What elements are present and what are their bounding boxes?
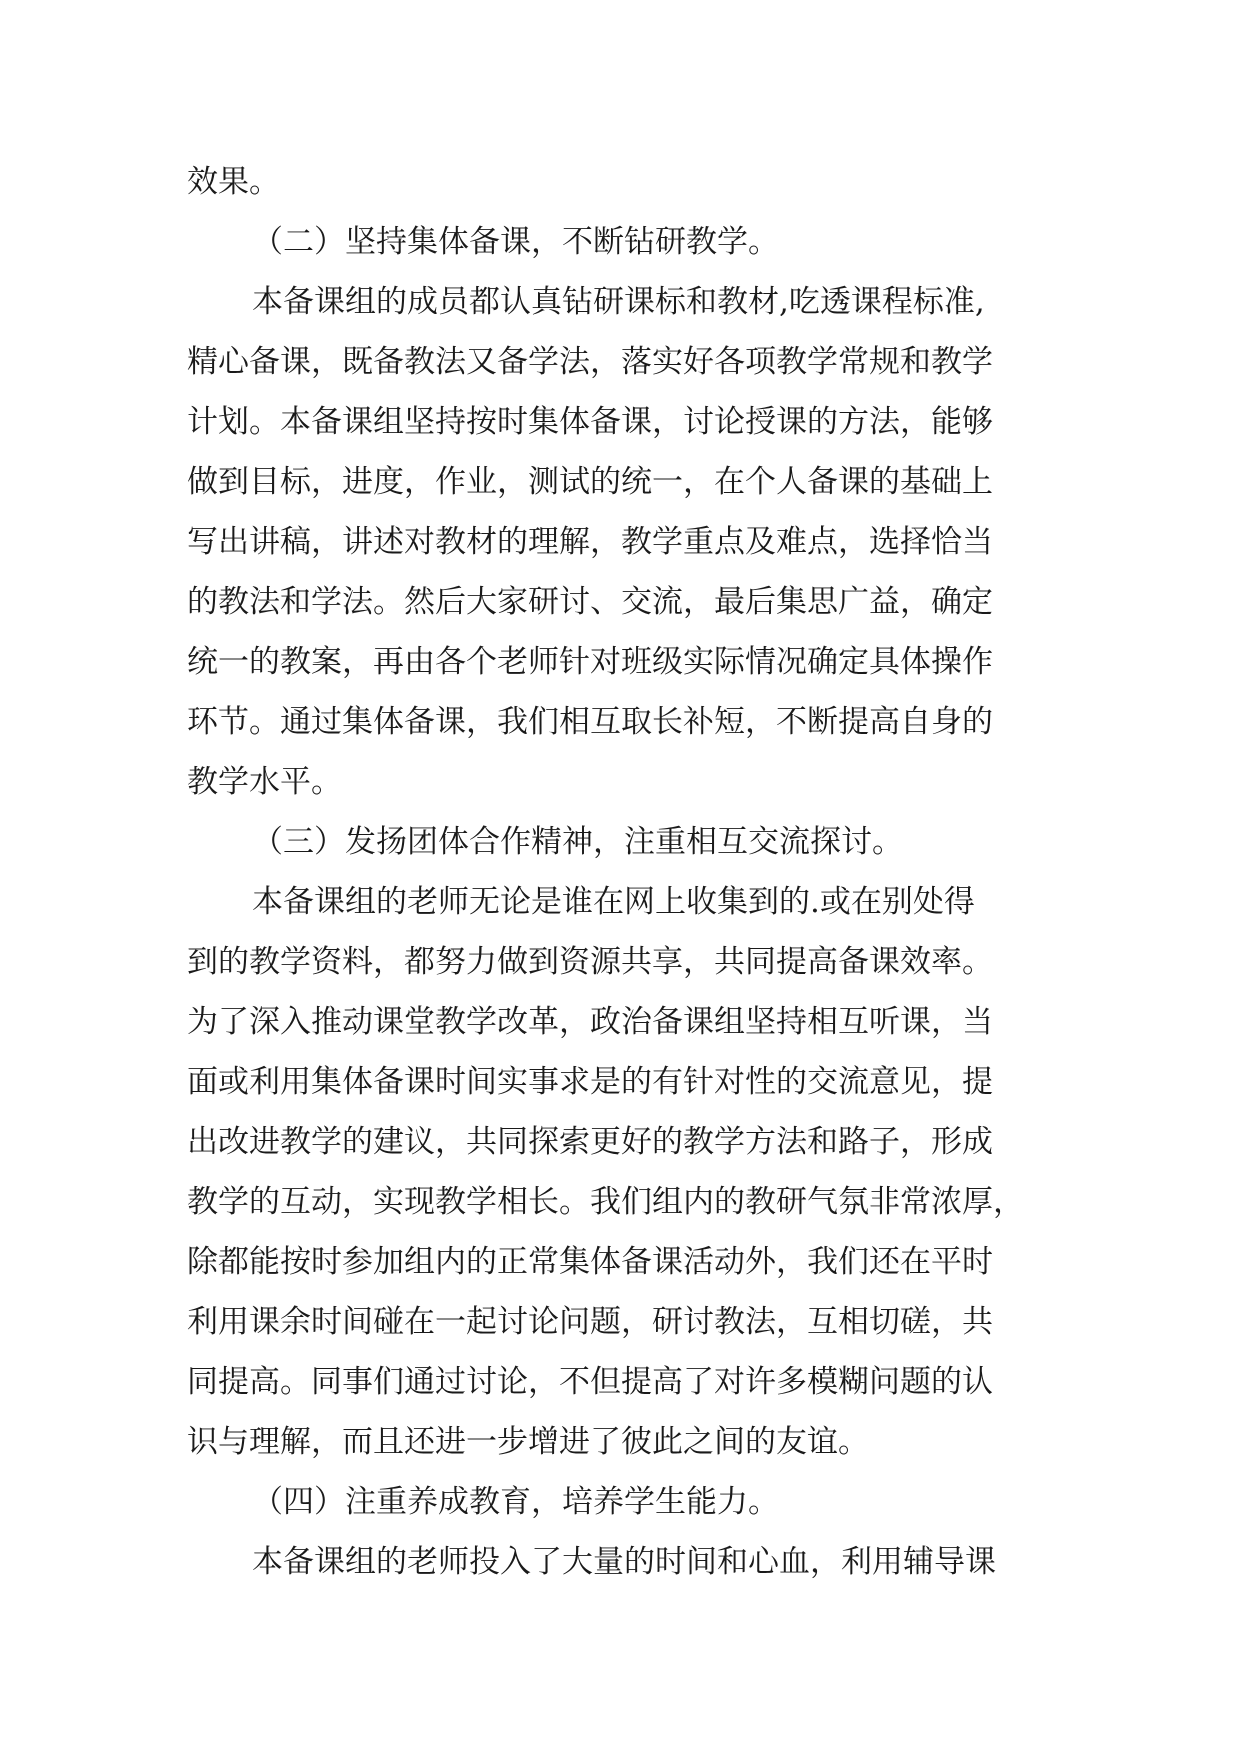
- paragraph-line: 计划。本备课组坚持按时集体备课，讨论授课的方法，能够: [187, 404, 993, 440]
- paragraph-line: 教学的互动，实现教学相长。我们组内的教研气氛非常浓厚，: [187, 1184, 1024, 1220]
- paragraph-line: 利用课余时间碰在一起讨论问题，研讨教法，互相切磋，共: [187, 1304, 993, 1340]
- paragraph-line: 做到目标，进度，作业，测试的统一，在个人备课的基础上: [187, 464, 993, 500]
- paragraph-line: 本备课组的老师投入了大量的时间和心血，利用辅导课: [252, 1544, 996, 1580]
- paragraph-line: 写出讲稿，讲述对教材的理解，教学重点及难点，选择恰当: [187, 524, 993, 560]
- section-heading-4: （四）注重养成教育，培养学生能力。: [252, 1484, 779, 1520]
- paragraph-line: 统一的教案，再由各个老师针对班级实际情况确定具体操作: [187, 644, 993, 680]
- paragraph-line: 为了深入推动课堂教学改革，政治备课组坚持相互听课，当: [187, 1004, 993, 1040]
- paragraph-line: 到的教学资料，都努力做到资源共享，共同提高备课效率。: [187, 944, 993, 980]
- section-heading-2: （二）坚持集体备课，不断钻研教学。: [252, 224, 779, 260]
- paragraph-line: 环节。通过集体备课，我们相互取长补短，不断提高自身的: [187, 704, 993, 740]
- paragraph-line: 同提高。同事们通过讨论，不但提高了对许多模糊问题的认: [187, 1364, 993, 1400]
- paragraph-line: 识与理解，而且还进一步增进了彼此之间的友谊。: [187, 1424, 869, 1460]
- section-heading-3: （三）发扬团体合作精神，注重相互交流探讨。: [252, 824, 903, 860]
- paragraph-line: 效果。: [187, 164, 280, 200]
- paragraph-line: 本备课组的成员都认真钻研课标和教材,吃透课程标准,: [252, 284, 985, 320]
- paragraph-line: 教学水平。: [187, 764, 342, 800]
- paragraph-line: 本备课组的老师无论是谁在网上收集到的.或在别处得: [252, 884, 975, 920]
- paragraph-line: 的教法和学法。然后大家研讨、交流，最后集思广益，确定: [187, 584, 993, 620]
- paragraph-line: 除都能按时参加组内的正常集体备课活动外，我们还在平时: [187, 1244, 993, 1280]
- paragraph-line: 精心备课，既备教法又备学法，落实好各项教学常规和教学: [187, 344, 993, 380]
- paragraph-line: 出改进教学的建议，共同探索更好的教学方法和路子，形成: [187, 1124, 993, 1160]
- paragraph-line: 面或利用集体备课时间实事求是的有针对性的交流意见，提: [187, 1064, 993, 1100]
